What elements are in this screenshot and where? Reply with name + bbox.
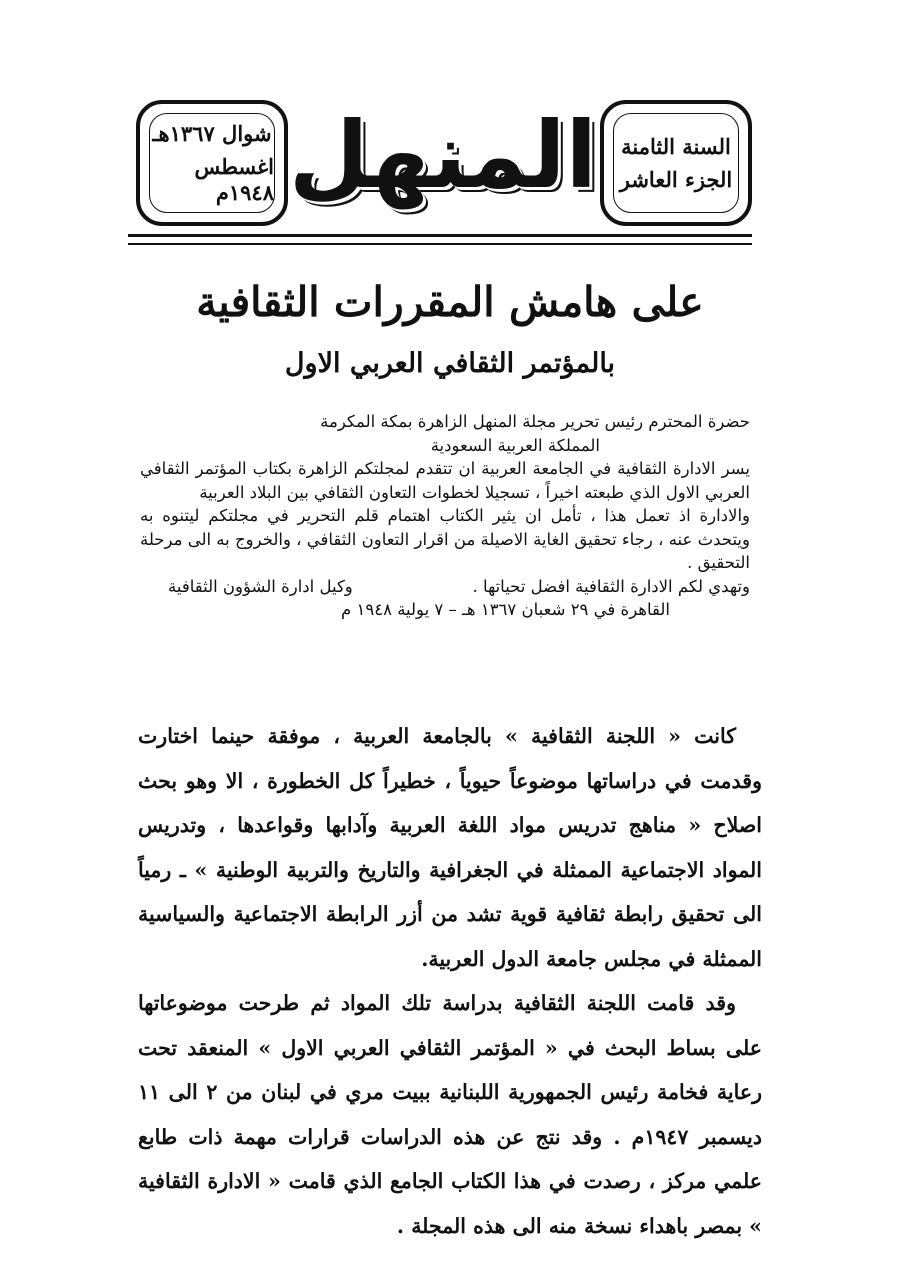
masthead (128, 88, 752, 266)
letter-signoff (140, 575, 750, 599)
letter-address: حضرة المحترم رئيس تحرير مجلة المنهل الزاهرة بمكة المكرمة (320, 412, 750, 431)
letter-paragraph: والادارة اذ تعمل هذا ، تأمل ان يثير الكتاب اهتمام قلم التحرير في مجلتكم ليتنوه به ويتحدث عنه ، رجاء تحقيق الغاية الاصيلة من اقرار التعاون الثقافي ، والخروج به الى مرحلة التحقيق . (140, 506, 750, 572)
masthead-rule-top (128, 234, 752, 237)
body-paragraph: كانت « اللجنة الثقافية » بالجامعة العربية ، موفقة حينما اختارت وقدمت في دراساتها موضوعاً حيوياً ، خطيراً كل الخطورة ، الا وهو بحث اصلاح « مناهج تدريس مواد اللغة العربية وآدابها وقواعدها ، وتدريس المواد الاجتماعية الممثلة في الجغرافية والتاريخ والتربية الوطنية » ـ رمياً الى تحقيق رابطة ثقافية قوية تشد من أزر الرابطة الاجتماعية والسياسية الممثلة في مجلس جامعة الدول العربية. (138, 724, 762, 971)
issue-date-box (136, 100, 288, 226)
issue-part: الجزء العاشر (619, 167, 733, 192)
masthead-rule-bottom (128, 243, 752, 245)
issue-volume-frame (613, 113, 739, 213)
letter-closing: وتهدي لكم الادارة الثقافية افضل تحياتها . (472, 576, 750, 596)
letter-paragraph: يسر الادارة الثقافية في الجامعة العربية ان تتقدم لمجلتكم الزاهرة بكتاب المؤتمر الثقافي العربي الاول الذي طبعته اخيراً ، تسجيلا لخطوات التعاون الثقافي بين البلاد العربية (140, 459, 750, 502)
body-paragraph: وقد قامت اللجنة الثقافية بدراسة تلك المواد ثم طرحت موضوعاتها على بساط البحث في « المؤتمر الثقافي العربي الاول » المنعقد تحت رعاية فخامة رئيس الجمهورية اللبنانية ببيت مري في لبنان من ٢ الى ١١ ديسمبر ١٩٤٧م . وقد نتج عن هذه الدراسات قرارات مهمة ذات طابع علمي مركز ، رصدت في هذا الكتاب الجامع الذي قامت « الادارة الثقافية » بمصر باهداء نسخة منه الى هذه المجلة . (138, 991, 762, 1238)
magazine-logo: المنهل (288, 101, 598, 209)
letter-date: القاهرة في ٢٩ شعبان ١٣٦٧ هـ – ٧ يولية ١٩٤٨ م (341, 600, 670, 619)
article-subtitle: بالمؤتمر الثقافي العربي الاول (284, 348, 616, 379)
quoted-letter (140, 410, 750, 622)
article-title: على هامش المقررات الثقافية (196, 278, 704, 326)
article-body (138, 714, 762, 1248)
letter-address-country: المملكة العربية السعودية (430, 435, 600, 455)
letter-signature: وكيل ادارة الشؤون الثقافية (168, 576, 353, 596)
issue-volume-box (600, 100, 752, 226)
issue-date-frame (149, 113, 275, 213)
gregorian-date: اغسطس ١٩٤٨م (194, 154, 274, 205)
hijri-date: شوال ١٣٦٧هـ (152, 121, 272, 147)
volume-year: السنة الثامنة (621, 133, 731, 159)
